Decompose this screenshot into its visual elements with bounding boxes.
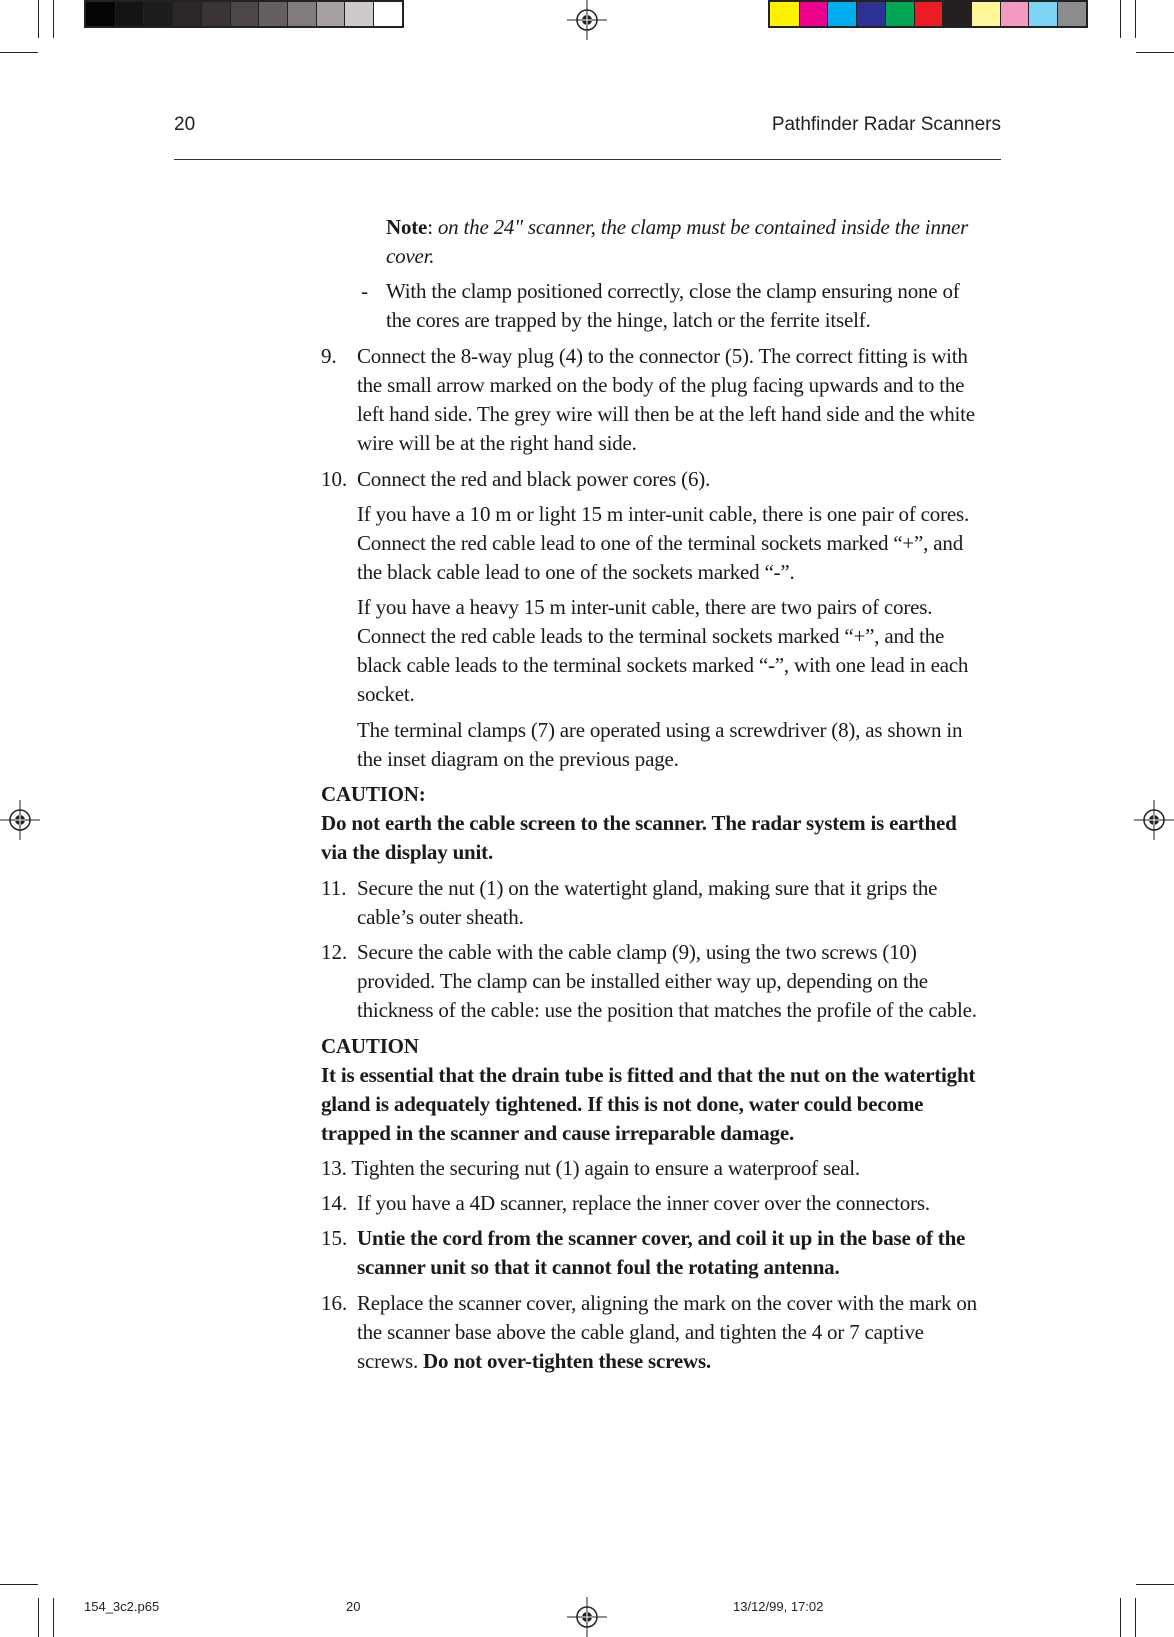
page-number: 20 <box>174 114 196 135</box>
color-swatch-8 <box>1000 2 1029 26</box>
caution-2-line-1: It is essential that the drain tube is fitted and that the nut on the watertight <box>321 1063 976 1087</box>
slug-page-number: 20 <box>346 1599 361 1614</box>
step-11-line-2: cable’s outer sheath. <box>357 905 524 929</box>
step-10-number: 10. <box>321 467 348 491</box>
step-11-number: 11. <box>321 876 347 900</box>
step-16-line-3-emphasis: Do not over-tighten these screws. <box>423 1349 711 1373</box>
caution-1-line-2: via the display unit. <box>321 840 494 864</box>
caution-1-line-1: Do not earth the cable screen to the scanner. The radar system is earthed <box>321 811 957 835</box>
step-10-para-2-line-3: black cable leads to the terminal sockets marked “-”, with one lead in each <box>357 653 969 677</box>
step-10-para-1-line-1: If you have a 10 m or light 15 m inter-unit cable, there is one pair of cores. <box>357 502 970 526</box>
header-rule <box>174 159 1001 160</box>
note-text: on the 24" scanner, the clamp must be contained inside the inner <box>432 215 969 239</box>
color-swatch-2 <box>827 2 856 26</box>
gray-swatch-0 <box>86 2 115 26</box>
color-swatch-3 <box>856 2 885 26</box>
step-16-number: 16. <box>321 1291 348 1315</box>
step-15-number: 15. <box>321 1226 348 1250</box>
note-separator: : <box>427 215 433 239</box>
step-13-line-1: 13. Tighten the securing nut (1) again to ensure a waterproof seal. <box>321 1156 860 1180</box>
note-line-1 <box>386 213 968 242</box>
color-swatch-10 <box>1057 2 1086 26</box>
caution-1-heading: CAUTION: <box>321 782 426 806</box>
gray-swatch-8 <box>316 2 345 26</box>
gray-swatch-7 <box>287 2 316 26</box>
caution-2-line-2: gland is adequately tightened. If this is not done, water could become <box>321 1092 924 1116</box>
color-swatch-9 <box>1028 2 1057 26</box>
color-bar <box>768 0 1088 28</box>
slug-file-name: 154_3c2.p65 <box>84 1599 160 1614</box>
step-10-para-1-line-2: Connect the red cable lead to one of the terminal sockets marked “+”, and <box>357 531 963 555</box>
gray-ramp-bar <box>84 0 404 28</box>
step-16-line-3-text: screws. <box>357 1349 424 1373</box>
gray-swatch-2 <box>143 2 172 26</box>
step-12-number: 12. <box>321 940 348 964</box>
step-11-line-1: Secure the nut (1) on the watertight gland, making sure that it grips the <box>357 876 938 900</box>
step-10-para-2-line-1: If you have a heavy 15 m inter-unit cable, there are two pairs of cores. <box>357 595 933 619</box>
step-15-line-2: scanner unit so that it cannot foul the rotating antenna. <box>357 1255 840 1279</box>
color-swatch-4 <box>885 2 914 26</box>
registration-mark-bottom-icon <box>567 1597 607 1637</box>
step-9-line-2: the small arrow marked on the body of the plug facing upwards and to the <box>357 373 965 397</box>
step-15-line-1: Untie the cord from the scanner cover, and coil it up in the base of the <box>357 1226 966 1250</box>
color-swatch-1 <box>799 2 828 26</box>
color-swatch-5 <box>914 2 943 26</box>
step-16-line-1: Replace the scanner cover, aligning the mark on the cover with the mark on <box>357 1291 977 1315</box>
step-12-line-3: thickness of the cable: use the position that matches the profile of the cable. <box>357 998 977 1022</box>
caution-2-heading: CAUTION <box>321 1034 419 1058</box>
registration-mark-right-icon <box>1134 800 1174 840</box>
step-9-line-3: left hand side. The grey wire will then be at the left hand side and the white <box>357 402 975 426</box>
note-line-2: cover. <box>386 244 435 268</box>
gray-swatch-10 <box>373 2 402 26</box>
step-12-line-2: provided. The clamp can be installed either way up, depending on the <box>357 969 928 993</box>
dash-bullet: - <box>361 279 368 303</box>
gray-swatch-3 <box>172 2 201 26</box>
step-10-para-1-line-3: the black cable lead to one of the sockets marked “-”. <box>357 560 795 584</box>
color-swatch-0 <box>770 2 799 26</box>
running-title: Pathfinder Radar Scanners <box>771 114 1001 135</box>
dash-item-line-2: the cores are trapped by the hinge, latch or the ferrite itself. <box>386 308 871 332</box>
step-14-line-1: If you have a 4D scanner, replace the inner cover over the connectors. <box>357 1191 930 1215</box>
gray-swatch-5 <box>230 2 259 26</box>
note-label: Note <box>386 215 428 239</box>
color-swatch-7 <box>971 2 1000 26</box>
step-16-line-3 <box>357 1347 711 1376</box>
color-swatch-6 <box>942 2 971 26</box>
step-10-para-2-line-2: Connect the red cable leads to the terminal sockets marked “+”, and the <box>357 624 945 648</box>
step-16-line-2: the scanner base above the cable gland, and tighten the 4 or 7 captive <box>357 1320 924 1344</box>
registration-mark-left-icon <box>0 800 40 840</box>
step-9-line-1: Connect the 8-way plug (4) to the connector (5). The correct fitting is with <box>357 344 968 368</box>
gray-swatch-9 <box>344 2 373 26</box>
gray-swatch-1 <box>115 2 144 26</box>
step-10-para-2-line-4: socket. <box>357 682 415 706</box>
slug-datetime: 13/12/99, 17:02 <box>733 1599 824 1614</box>
step-10-para-3-line-2: the inset diagram on the previous page. <box>357 747 679 771</box>
dash-item-line-1: With the clamp positioned correctly, close the clamp ensuring none of <box>386 279 960 303</box>
gray-swatch-6 <box>258 2 287 26</box>
gray-swatch-4 <box>201 2 230 26</box>
step-14-number: 14. <box>321 1191 348 1215</box>
registration-mark-top-icon <box>567 0 607 40</box>
step-10-line-1: Connect the red and black power cores (6). <box>357 467 711 491</box>
step-12-line-1: Secure the cable with the cable clamp (9), using the two screws (10) <box>357 940 917 964</box>
step-10-para-3-line-1: The terminal clamps (7) are operated using a screwdriver (8), as shown in <box>357 718 963 742</box>
caution-2-line-3: trapped in the scanner and cause irreparable damage. <box>321 1121 794 1145</box>
step-9-number: 9. <box>321 344 337 368</box>
step-9-line-4: wire will be at the right hand side. <box>357 431 637 455</box>
